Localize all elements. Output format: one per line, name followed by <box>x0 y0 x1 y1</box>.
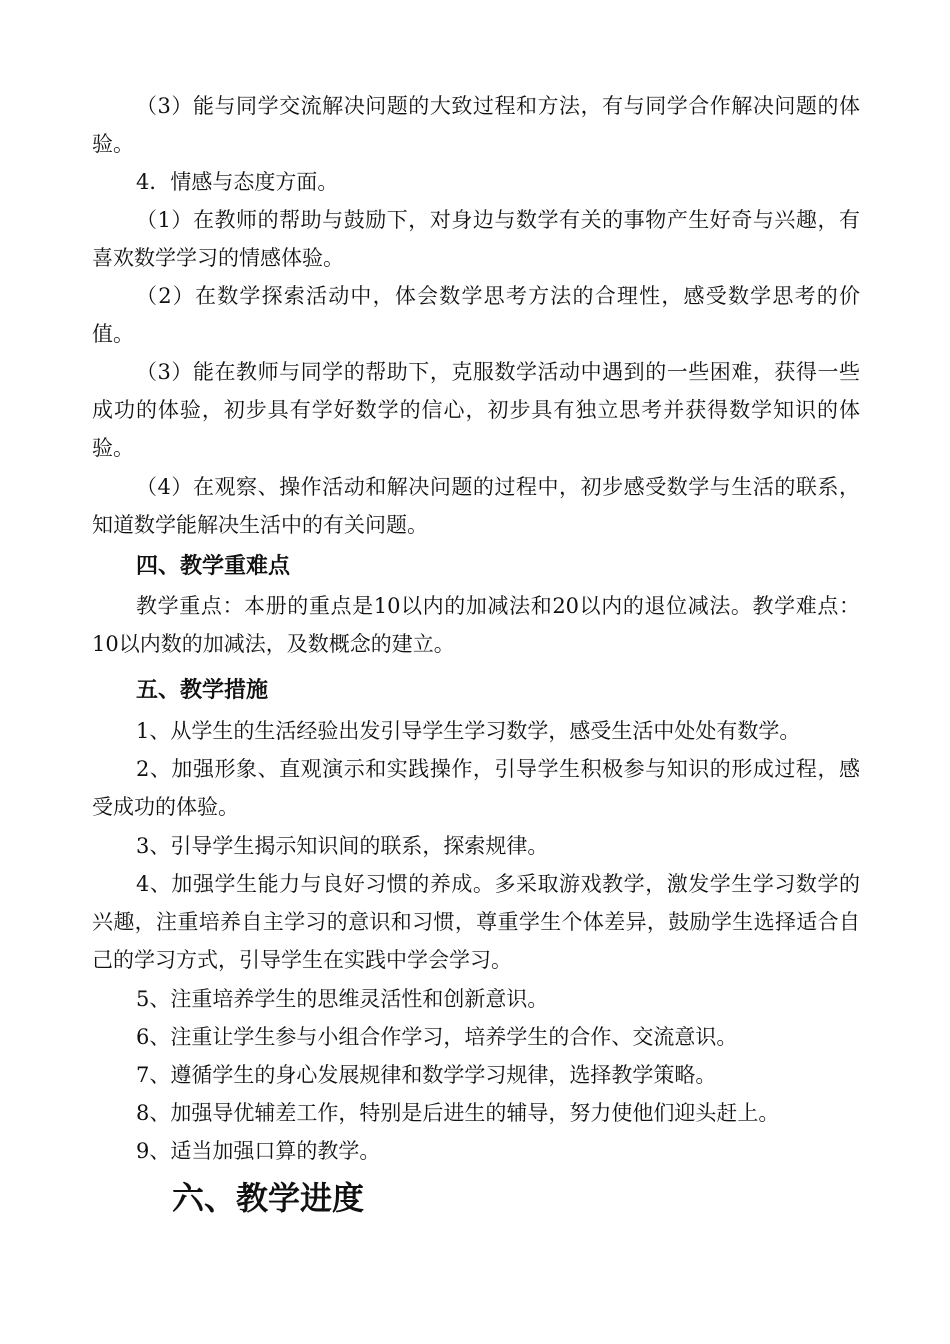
paragraph-4-2: （2）在数学探索活动中，体会数学思考方法的合理性，感受数学思考的价值。 <box>92 284 860 346</box>
paragraph-4-4: （4）在观察、操作活动和解决问题的过程中，初步感受数学与生活的联系，知道数学能解决生活中的有关问题。 <box>92 475 860 537</box>
paragraph-4-3: （3）能在教师与同学的帮助下，克服数学活动中遇到的一些困难，获得一些成功的体验，初步具有学好数学的信心，初步具有独立思考并获得数学知识的体验。 <box>92 360 860 460</box>
paragraph-3-3: （3）能与同学交流解决问题的大致过程和方法，有与同学合作解决问题的体验。 <box>92 94 860 156</box>
subheading-affect-attitude: 4．情感与态度方面。 <box>136 170 339 194</box>
measure-item-3: 3、引导学生揭示知识间的联系，探索规律。 <box>136 834 549 858</box>
paragraph-4-1: （1）在教师的帮助与鼓励下，对身边与数学有关的事物产生好奇与兴趣，有喜欢数学学习的情感体验。 <box>92 208 860 270</box>
measure-item-6: 6、注重让学生参与小组合作学习，培养学生的合作、交流意识。 <box>136 1025 738 1049</box>
measure-item-1: 1、从学生的生活经验出发引导学生学习数学，感受生活中处处有数学。 <box>136 719 801 743</box>
measure-item-9: 9、适当加强口算的教学。 <box>136 1139 381 1163</box>
section-6-heading: 六、教学进度 <box>172 1179 365 1217</box>
section-4-body: 教学重点：本册的重点是10以内的加减法和20以内的退位减法。教学难点：10以内数的加减法，及数概念的建立。 <box>92 594 860 656</box>
measure-item-4: 4、加强学生能力与良好习惯的养成。多采取游戏教学，激发学生学习数学的兴趣，注重培养自主学习的意识和习惯，尊重学生个体差异，鼓励学生选择适合自己的学习方式，引导学生在实践中学会学习。 <box>92 872 860 972</box>
section-5-heading: 五、教学措施 <box>136 678 269 703</box>
measure-item-2: 2、加强形象、直观演示和实践操作，引导学生积极参与知识的形成过程，感受成功的体验。 <box>92 757 860 819</box>
measure-item-7: 7、遵循学生的身心发展规律和数学学习规律，选择教学策略。 <box>136 1063 717 1087</box>
measure-item-8: 8、加强导优辅差工作，特别是后进生的辅导，努力使他们迎头赶上。 <box>136 1101 780 1125</box>
section-4-heading: 四、教学重难点 <box>136 554 291 579</box>
measure-item-5: 5、注重培养学生的思维灵活性和创新意识。 <box>136 987 549 1011</box>
